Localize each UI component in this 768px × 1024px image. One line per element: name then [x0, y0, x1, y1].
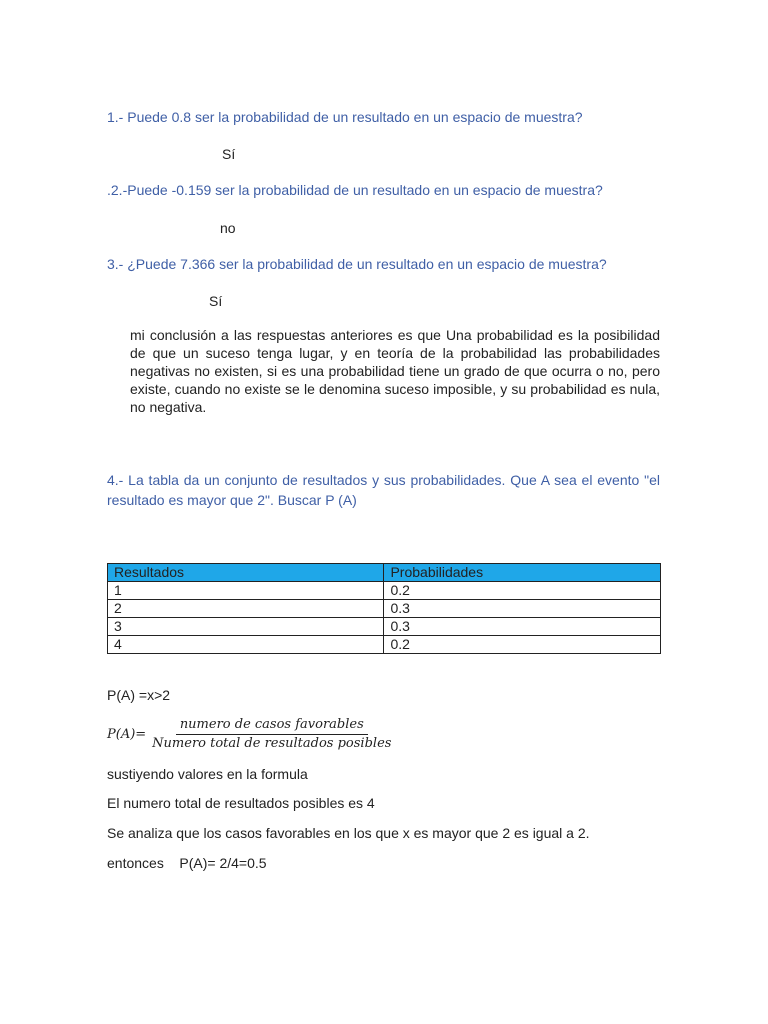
solution-line-2: El numero total de resultados posibles es 4	[107, 795, 375, 811]
question-3: 3.- ¿Puede 7.366 ser la probabilidad de un resultado en un espacio de muestra?	[107, 256, 607, 272]
table-cell: 0.2	[384, 582, 661, 600]
formula-denominator: Numero total de resultados posibles	[152, 735, 392, 751]
solution-line-3: Se analiza que los casos favorables en los que x es mayor que 2 es igual a 2.	[107, 825, 590, 841]
table-row	[108, 618, 661, 636]
formula-lhs: P(A)=	[107, 726, 147, 742]
question-4: 4.- La tabla da un conjunto de resultados y sus probabilidades. Que A sea el evento "el resultado es mayor que 2". Buscar P (A)	[107, 472, 660, 508]
table-cell: 0.3	[384, 600, 661, 618]
question-1: 1.- Puede 0.8 ser la probabilidad de un resultado en un espacio de muestra?	[107, 109, 583, 125]
table-cell: 4	[108, 636, 384, 654]
answer-3: Sí	[209, 293, 223, 309]
table-cell: 0.3	[384, 618, 661, 636]
results-table	[107, 563, 661, 654]
conclusion-paragraph: mi conclusión a las respuestas anteriores es que Una probabilidad es la posibilidad de que un suceso tenga lugar, y en teoría de la probabilidad las probabilidades negativas no existen, si es una probabilidad tiene un grado de que ocurra o no, pero existe, cuando no existe se le denomina suceso imposible, y su probabilidad es nula, no negativa.	[130, 327, 660, 415]
table-cell: 2	[108, 600, 384, 618]
column-header-probabilidades: Probabilidades	[384, 564, 661, 582]
pa-definition: P(A) =x>2	[107, 687, 171, 703]
formula-fraction	[148, 717, 395, 752]
solution-result: entonces P(A)= 2/4=0.5	[107, 855, 267, 871]
table-cell: 1	[108, 582, 384, 600]
answer-2: no	[220, 220, 236, 236]
solution-line-1: sustiyendo valores en la formula	[107, 766, 308, 782]
answer-1: Sí	[222, 146, 236, 162]
table-cell: 3	[108, 618, 384, 636]
table-row	[108, 582, 661, 600]
table-header-row	[108, 564, 661, 582]
probability-formula	[107, 714, 395, 754]
column-header-resultados: Resultados	[108, 564, 384, 582]
formula-numerator: numero de casos favorables	[176, 717, 368, 735]
table-row	[108, 636, 661, 654]
table-cell: 0.2	[384, 636, 661, 654]
table-row	[108, 600, 661, 618]
question-2: .2.-Puede -0.159 ser la probabilidad de un resultado en un espacio de muestra?	[107, 182, 603, 198]
